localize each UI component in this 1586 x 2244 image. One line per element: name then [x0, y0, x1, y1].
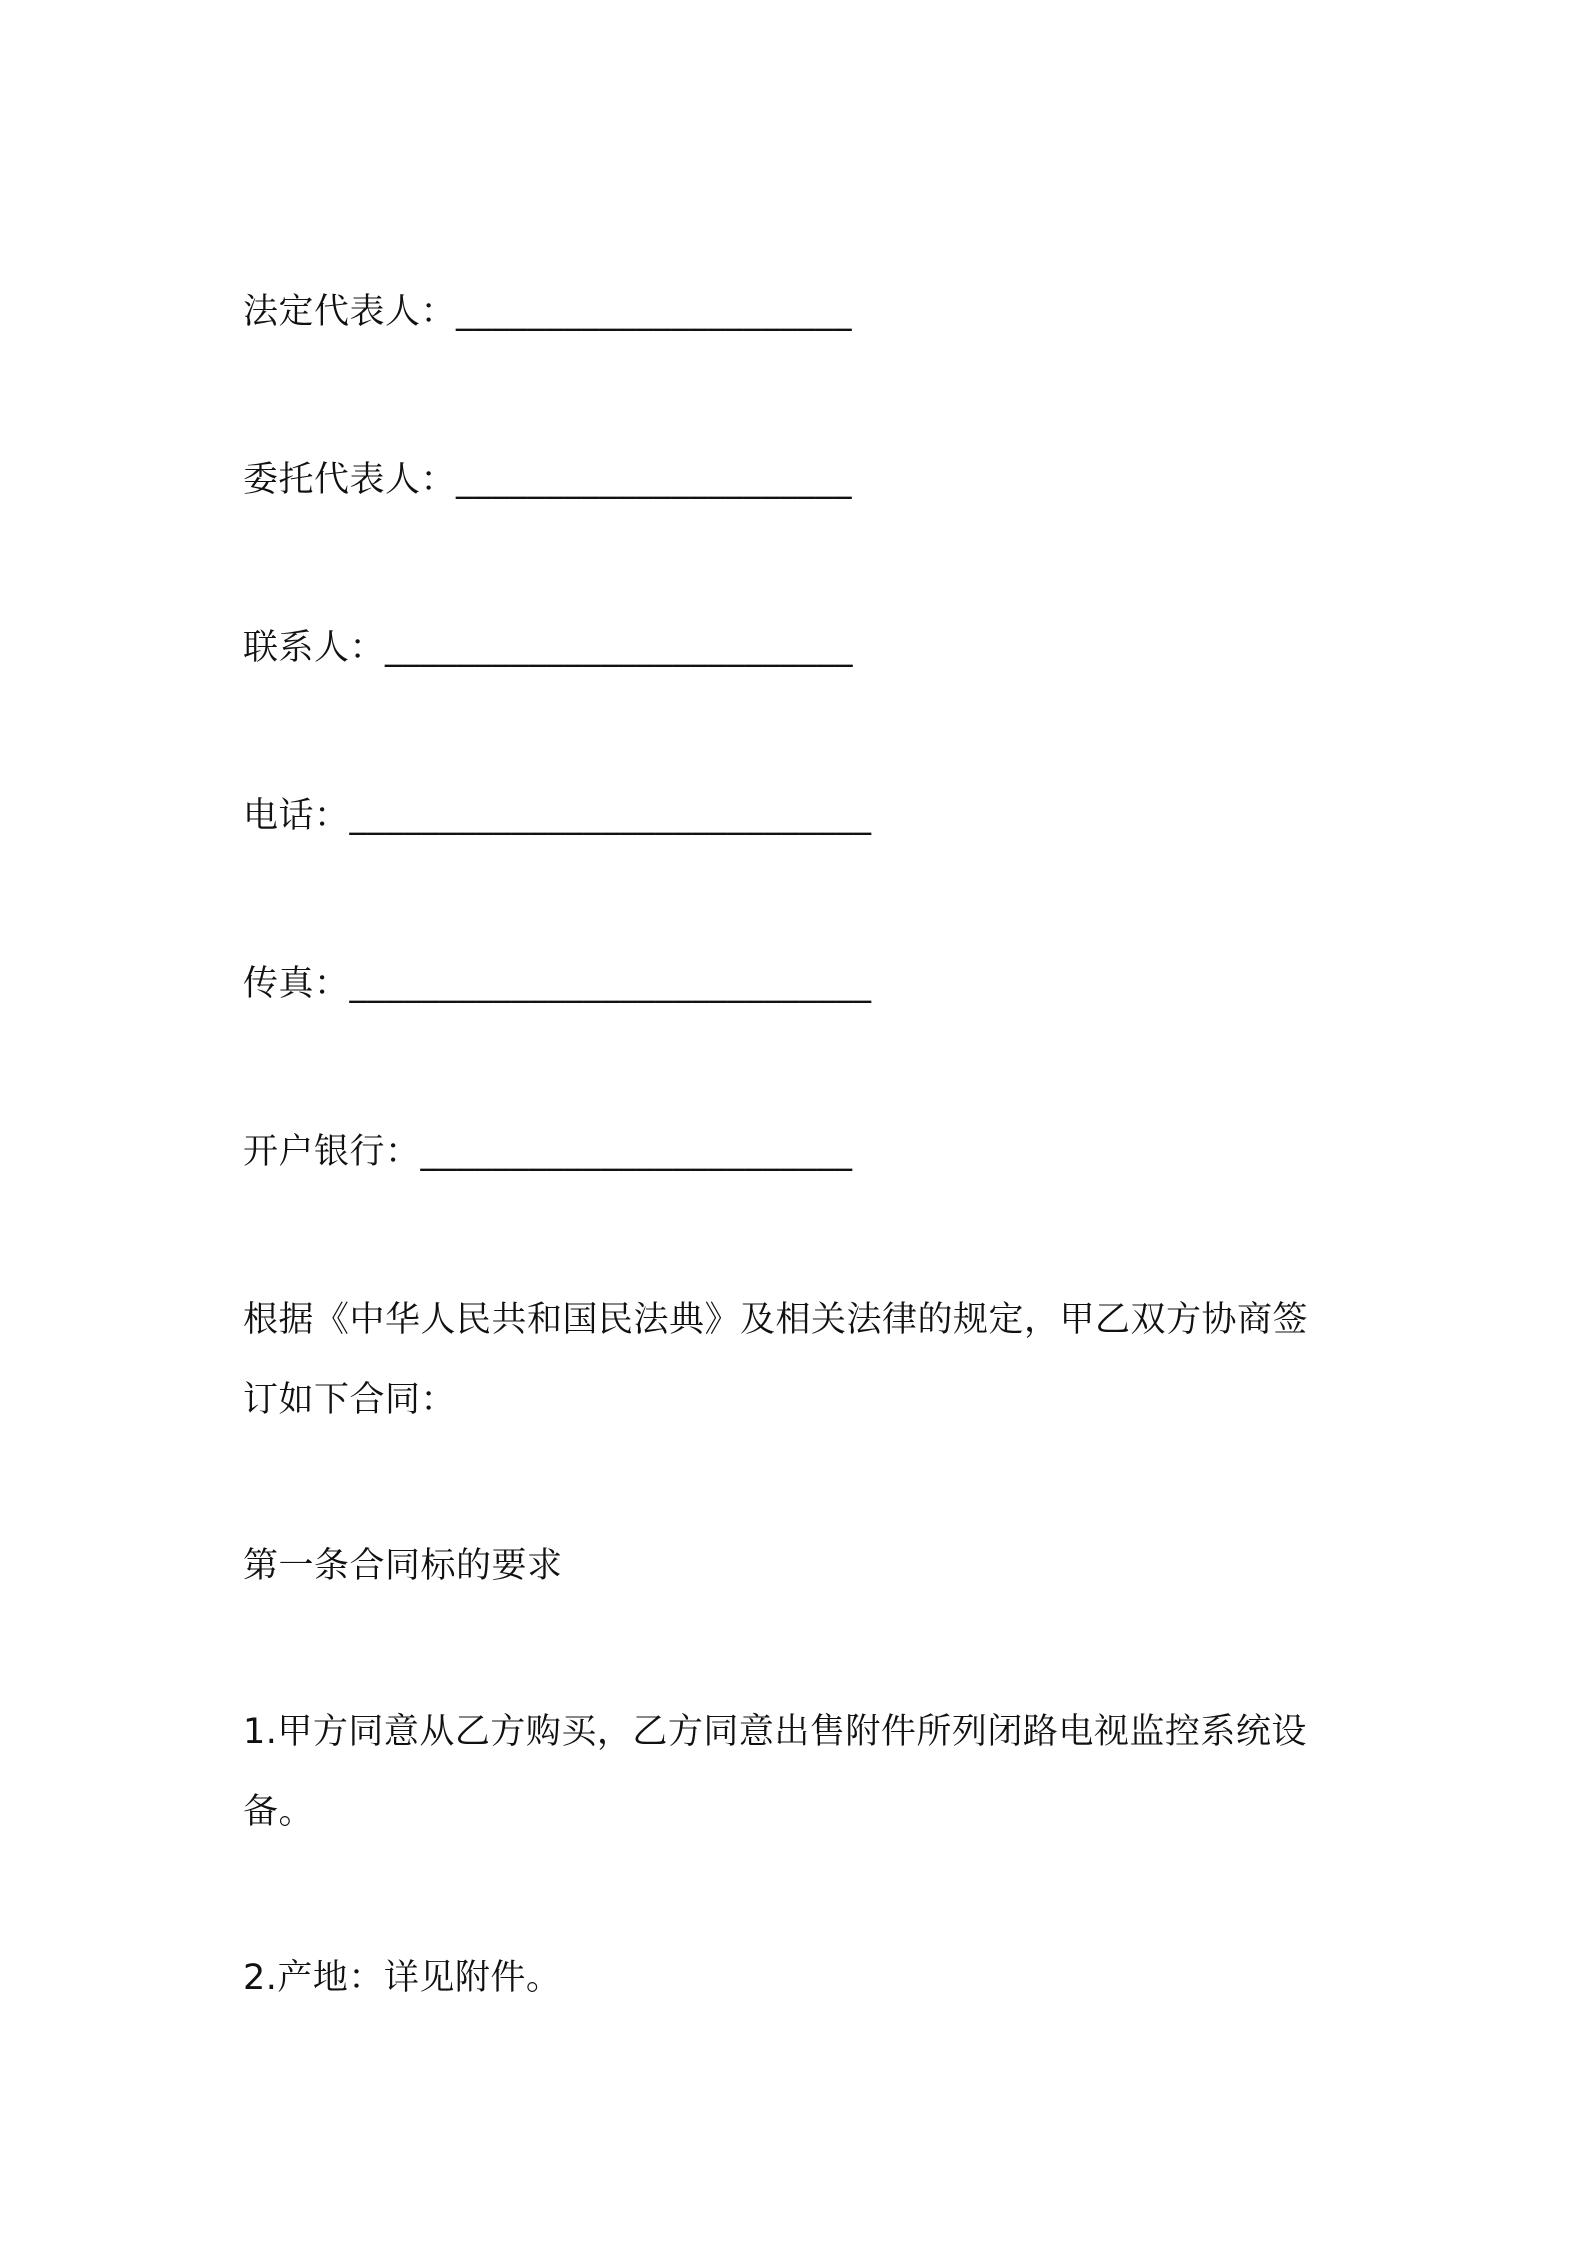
intro-paragraph-line-2: 订如下合同： [243, 1380, 457, 1420]
field-blank-line: _____________________________ [349, 796, 872, 836]
field-label: 联系人： [243, 628, 386, 668]
field-legal-representative [243, 290, 852, 334]
field-label: 电话： [243, 796, 350, 836]
field-fax [243, 962, 872, 1006]
field-contact-person [243, 626, 853, 670]
field-label: 法定代表人： [243, 292, 457, 332]
field-blank-line: ______________________ [456, 460, 853, 500]
article-item-1-line-2: 备。 [243, 1792, 315, 1832]
field-blank-line: ______________________ [456, 292, 853, 332]
field-label: 委托代表人： [243, 460, 457, 500]
field-blank-line: _____________________________ [349, 964, 872, 1004]
article-item-1-line-1: 1.甲方同意从乙方购买，乙方同意出售附件所列闭路电视监控系统设 [243, 1712, 1307, 1752]
field-blank-line: ________________________ [420, 1132, 853, 1172]
article-item-2: 2.产地：详见附件。 [243, 1958, 562, 1998]
article-heading: 第一条合同标的要求 [243, 1546, 563, 1586]
field-bank [243, 1130, 853, 1174]
field-label: 开户银行： [243, 1132, 421, 1172]
intro-paragraph-line-1: 根据《中华人民共和国民法典》及相关法律的规定，甲乙双方协商签 [243, 1300, 1309, 1340]
field-blank-line: __________________________ [385, 628, 854, 668]
field-authorized-representative [243, 458, 852, 502]
field-phone [243, 794, 872, 838]
field-label: 传真： [243, 964, 350, 1004]
